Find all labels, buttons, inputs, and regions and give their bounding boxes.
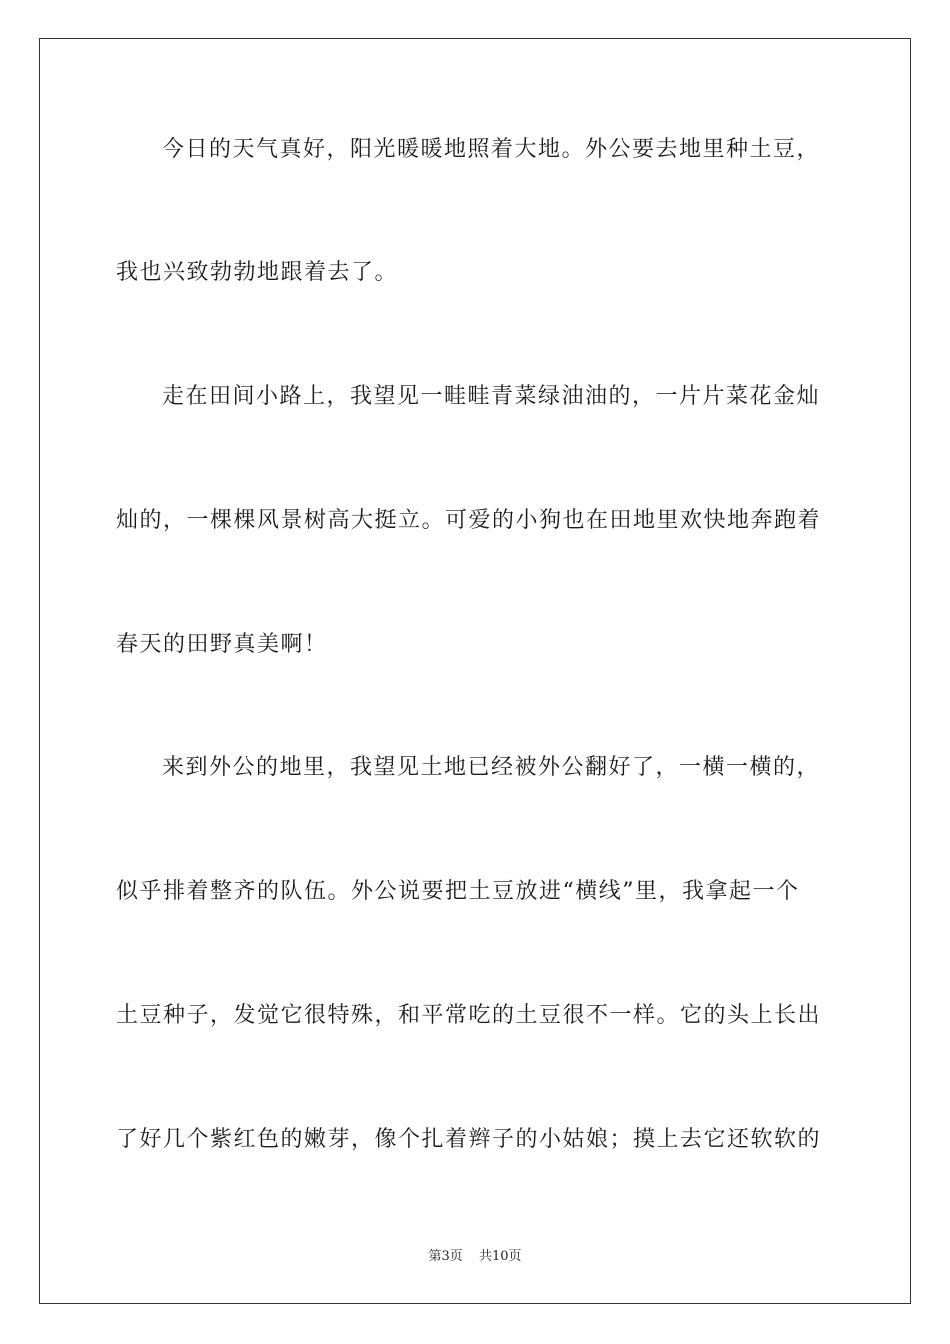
page-number: 第3页	[428, 1249, 463, 1264]
text-line: 了好几个紫红色的嫩芽，像个扎着辫子的小姑娘；摸上去它还软软的	[116, 1127, 822, 1152]
page-footer	[0, 1248, 950, 1266]
page-border	[39, 38, 911, 1304]
page-total: 共10页	[478, 1249, 522, 1264]
text-line: 春天的田野真美啊！	[116, 632, 328, 657]
text-line: 我也兴致勃勃地跟着去了。	[116, 260, 399, 285]
text-line: 今日的天气真好，阳光暖暖地照着大地。外公要去地里种土豆，	[162, 137, 821, 162]
text-line: 来到外公的地里，我望见土地已经被外公翻好了，一横一横的，	[162, 755, 821, 780]
text-line: 似乎排着整齐的队伍。外公说要把土豆放进“横线”里，我拿起一个	[116, 879, 800, 904]
text-line: 灿的，一棵棵风景树高大挺立。可爱的小狗也在田地里欢快地奔跑着	[116, 508, 822, 533]
text-line: 走在田间小路上，我望见一畦畦青菜绿油油的，一片片菜花金灿	[162, 384, 821, 409]
text-line: 土豆种子，发觉它很特殊，和平常吃的土豆很不一样。它的头上长出	[116, 1003, 822, 1028]
